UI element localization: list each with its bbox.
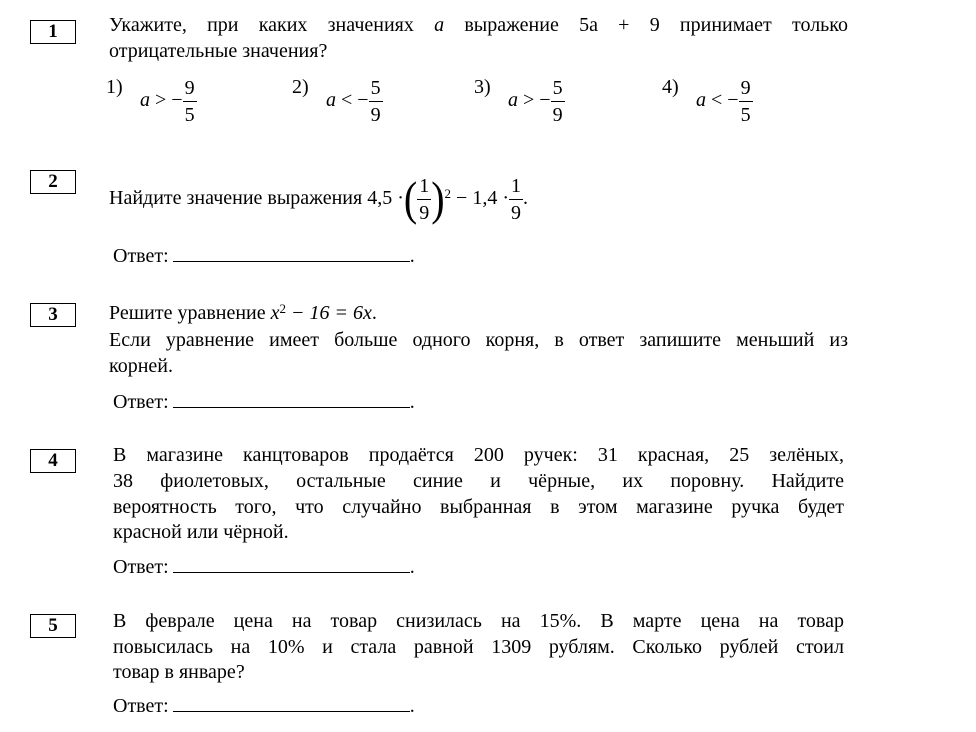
task-3-line-1: Решите уравнение $x^2 - 16 = 6x$. bbox=[109, 301, 377, 324]
task-5-line-2: повысилась на 10% и стала равной 1309 рублям. Сколько рублей стоил bbox=[113, 636, 844, 658]
task-4-line-2: 38 фиолетовых, остальные синие и чёрные, их поровну. Найдите bbox=[113, 470, 844, 492]
task-number-5: 5 bbox=[30, 614, 76, 638]
task-3-answer-row: Ответ: . bbox=[113, 391, 415, 413]
task-number-4: 4 bbox=[30, 449, 76, 473]
task-1-line-1: Укажите, при каких значениях a выражение 5a + 9 принимает только bbox=[109, 14, 848, 36]
task-4-line-1: В магазине канцтоваров продаётся 200 ручек: 31 красная, 25 зелёных, bbox=[113, 444, 844, 466]
task-4-line-3: вероятность того, что случайно выбранная в этом магазине ручка будет bbox=[113, 496, 844, 518]
task-number-1: 1 bbox=[30, 20, 76, 44]
task-1-line-2: отрицательные значения? bbox=[109, 40, 328, 62]
task-3-answer-field[interactable] bbox=[173, 389, 410, 408]
task-5-line-3: товар в январе? bbox=[113, 661, 245, 683]
task-5-answer-field[interactable] bbox=[173, 693, 410, 712]
task-number-2: 2 bbox=[30, 170, 76, 194]
task-number-3: 3 bbox=[30, 303, 76, 327]
task-5-line-1: В феврале цена на товар снизилась на 15%. В марте цена на товар bbox=[113, 610, 844, 632]
task-4-answer-row: Ответ: . bbox=[113, 556, 415, 578]
task-3-line-2: Если уравнение имеет больше одного корня, в ответ запишите меньший из bbox=[109, 329, 848, 351]
task-3-line-3: корней. bbox=[109, 355, 173, 377]
task-2-answer-row: Ответ: . bbox=[113, 245, 415, 267]
task-4-line-4: красной или чёрной. bbox=[113, 521, 289, 543]
task-2-statement: Найдите значение выражения 4,5 ·( $\frac{1}{9}$ )$^2$ − 1,4 · $\frac{1}{9}$ . bbox=[109, 171, 528, 226]
task-2-answer-field[interactable] bbox=[173, 243, 410, 262]
task-4-answer-field[interactable] bbox=[173, 554, 410, 573]
task-5-answer-row: Ответ: . bbox=[113, 695, 415, 717]
